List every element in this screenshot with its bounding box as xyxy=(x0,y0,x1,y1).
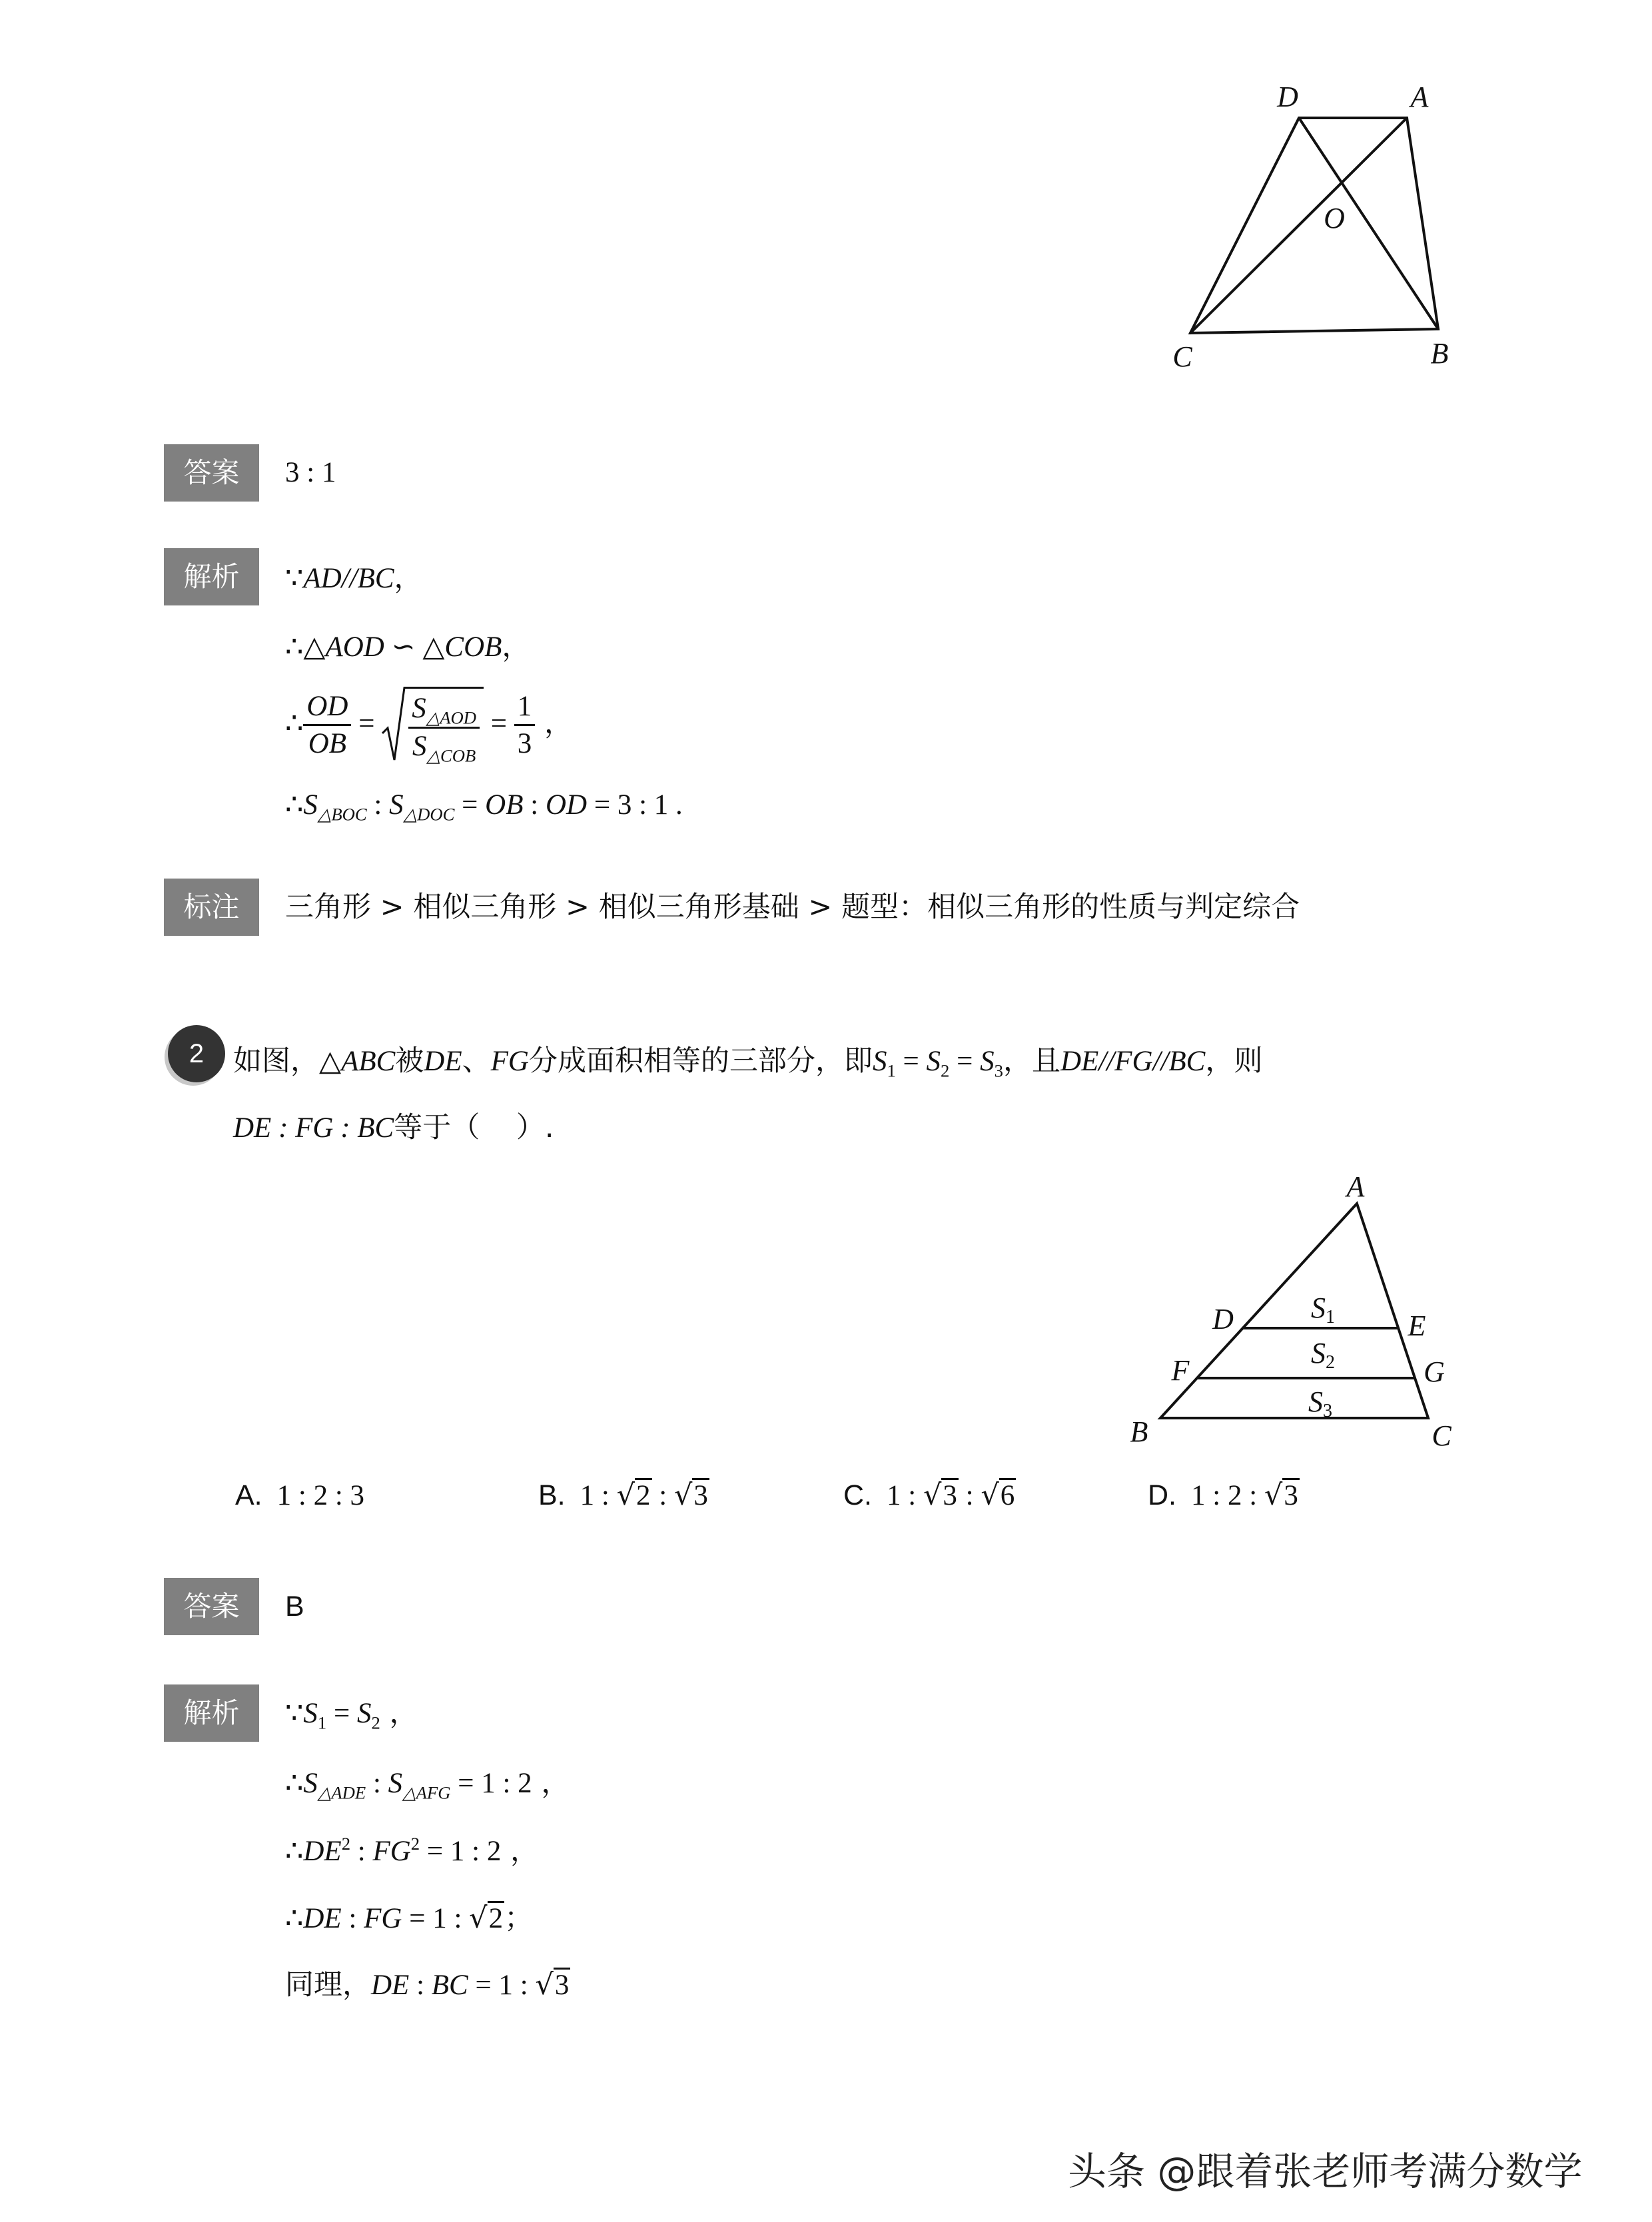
question-number-badge: 2 xyxy=(168,1025,225,1082)
option-value: : xyxy=(651,1480,674,1511)
triangle-abc-outline xyxy=(1160,1204,1428,1418)
point-label-d: D xyxy=(1212,1303,1234,1335)
analysis-line-3 xyxy=(285,680,573,767)
radicand: 3 xyxy=(554,1968,571,2000)
option-value: : xyxy=(958,1480,981,1511)
radical-sign: √ xyxy=(616,1479,635,1512)
analysis-line-4 xyxy=(285,787,683,823)
analysis-line-4 xyxy=(285,1901,533,1936)
area-symbol: S xyxy=(1311,1292,1326,1324)
analysis-line-2 xyxy=(285,1766,570,1801)
trapezoid-figure xyxy=(1159,80,1479,393)
point-label-f: F xyxy=(1171,1354,1190,1387)
result: = 1 : xyxy=(402,1903,470,1934)
area-symbol: S xyxy=(388,1768,403,1799)
ratio-sign: : xyxy=(523,789,546,821)
radical-sign: √ xyxy=(469,1902,488,1935)
subscript: 2 xyxy=(371,1712,380,1733)
punctuation: ， xyxy=(502,630,531,663)
ratio-sign: : xyxy=(341,1903,364,1934)
denominator: OB xyxy=(308,728,347,759)
equals-sign: = xyxy=(484,708,514,739)
point-label-e: E xyxy=(1408,1309,1426,1342)
punctuation: ， xyxy=(380,1696,418,1730)
triangle-symbol: △ xyxy=(319,1046,342,1077)
answer-badge: 答案 xyxy=(164,444,259,502)
area-symbol: S xyxy=(303,1768,318,1799)
area-symbol: S xyxy=(872,1046,887,1077)
similarly-text: 同理， xyxy=(285,1968,371,2002)
analysis-badge: 解析 xyxy=(164,1684,259,1742)
subscript: △AOD xyxy=(426,707,477,728)
fraction-area-ratio xyxy=(408,692,480,763)
ratio-sign: : xyxy=(366,1768,388,1799)
subscript: 3 xyxy=(1323,1401,1332,1421)
subscript: 2 xyxy=(941,1060,950,1081)
math-expression: DE : FG : BC xyxy=(233,1112,394,1144)
radical-sign: √ xyxy=(981,1479,999,1512)
area-symbol: S xyxy=(356,1698,372,1729)
result: = 1 : xyxy=(468,1970,536,2001)
subscript: 2 xyxy=(1326,1352,1335,1373)
subscript: △COB xyxy=(426,745,476,765)
radicand: 6 xyxy=(999,1478,1017,1510)
option-value: 1 : 2 : xyxy=(1191,1480,1264,1511)
superscript: 2 xyxy=(341,1834,351,1854)
radical-sign: √ xyxy=(1264,1479,1283,1512)
vertex-label-c: C xyxy=(1172,340,1192,373)
stem-text: 被 xyxy=(395,1044,424,1078)
stem-text: 分成面积相等的三部分，即 xyxy=(528,1044,873,1078)
stem-text: 等于（ ）. xyxy=(394,1111,554,1144)
square-root xyxy=(535,1968,570,2002)
subscript: 3 xyxy=(994,1060,1003,1081)
fraction-one-third xyxy=(514,690,536,761)
triangle-symbol: △ xyxy=(303,631,326,663)
radical-sign: √ xyxy=(535,1968,554,2002)
answer-value: 3 : 1 xyxy=(285,457,336,488)
subscript: △DOC xyxy=(403,804,455,825)
math-expression: DE xyxy=(303,1836,342,1867)
stem-text: ，则 xyxy=(1205,1044,1263,1078)
equals-sign: = xyxy=(454,789,486,821)
quadrilateral-outline xyxy=(1190,118,1438,333)
denominator: 3 xyxy=(517,728,532,759)
therefore-symbol: ∴ xyxy=(285,1903,304,1934)
denominator xyxy=(408,729,480,763)
point-label-g: G xyxy=(1424,1355,1445,1388)
area-symbol: S xyxy=(412,693,426,725)
math-expression: OB xyxy=(485,789,524,821)
square-root xyxy=(674,1479,709,1512)
therefore-symbol: ∴ xyxy=(285,1768,304,1799)
because-symbol: ∵ xyxy=(285,563,304,594)
triangle-symbol: △ xyxy=(422,631,445,663)
math-expression: DE xyxy=(303,1903,342,1934)
radicand: 2 xyxy=(488,1901,505,1933)
vertex-label-a: A xyxy=(1410,81,1429,113)
watermark: 头条 @跟着张老师考满分数学 xyxy=(1068,2149,1583,2194)
area-symbol: S xyxy=(1311,1337,1326,1369)
vertex-label-d: D xyxy=(1277,81,1298,113)
area-symbol: S xyxy=(389,789,404,821)
stem-text: 、 xyxy=(462,1044,491,1078)
option-value: 1 : xyxy=(887,1480,923,1511)
equals-sign: = xyxy=(895,1046,927,1077)
option-label: C. xyxy=(843,1479,872,1511)
radicand: 2 xyxy=(635,1478,652,1510)
punctuation: ； xyxy=(504,1902,534,1935)
radicand xyxy=(406,687,484,764)
subscript: 1 xyxy=(317,1712,327,1733)
punctuation: ， xyxy=(394,561,423,595)
analysis-badge: 解析 xyxy=(164,548,259,605)
math-expression: FG xyxy=(372,1836,411,1867)
square-root xyxy=(617,1479,652,1512)
math-expression: DE//FG//BC xyxy=(1060,1046,1206,1077)
punctuation: ， xyxy=(532,1766,570,1800)
area-symbol: S xyxy=(1308,1385,1323,1418)
stem-text: 如图， xyxy=(233,1044,319,1078)
question-stem-line-1 xyxy=(233,1044,1262,1079)
therefore-symbol: ∴ xyxy=(285,1836,304,1867)
area-symbol: S xyxy=(926,1046,941,1077)
square-root xyxy=(981,1479,1016,1512)
tag-badge: 标注 xyxy=(164,879,259,936)
analysis-line-5 xyxy=(285,1968,570,2003)
radicand: 3 xyxy=(692,1478,709,1510)
area-symbol: S xyxy=(980,1046,995,1077)
triangle-figure xyxy=(1119,1159,1465,1459)
math-expression: AD//BC xyxy=(303,563,394,594)
math-expression: FG xyxy=(490,1046,529,1077)
region-label-s1 xyxy=(1311,1292,1335,1327)
question-stem-line-2 xyxy=(233,1110,554,1146)
option-label: B. xyxy=(538,1479,566,1511)
ratio-sign: : xyxy=(350,1836,373,1867)
punctuation: ， xyxy=(535,707,573,740)
math-expression: AOD xyxy=(325,631,384,663)
vertex-label-c: C xyxy=(1432,1419,1451,1452)
option-a xyxy=(235,1478,364,1513)
radicand: 3 xyxy=(941,1478,959,1510)
analysis-line-2 xyxy=(285,629,530,665)
diagonal-ac xyxy=(1190,118,1407,333)
ratio-sign: : xyxy=(409,1970,432,2001)
vertex-label-b: B xyxy=(1130,1415,1148,1448)
math-expression: COB xyxy=(444,631,502,663)
subscript: △BOC xyxy=(317,804,367,825)
therefore-symbol: ∴ xyxy=(285,708,304,739)
subscript: 1 xyxy=(887,1060,896,1081)
math-expression: BC xyxy=(431,1970,468,2001)
option-value: 1 : 2 : 3 xyxy=(276,1480,365,1511)
math-expression: DE xyxy=(371,1970,410,2001)
equals-sign: = xyxy=(351,708,382,739)
option-label: D. xyxy=(1148,1479,1176,1511)
option-c xyxy=(843,1478,1016,1513)
radical-sign: √ xyxy=(923,1479,942,1512)
stem-text: ，且 xyxy=(1003,1044,1060,1078)
ratio-sign: : xyxy=(366,789,390,821)
punctuation: . xyxy=(668,789,683,821)
area-symbol: S xyxy=(303,789,318,821)
option-label: A. xyxy=(235,1479,262,1511)
numerator: 1 xyxy=(514,690,536,726)
point-label-o: O xyxy=(1324,202,1345,234)
math-expression: ABC xyxy=(341,1046,396,1077)
answer-badge: 答案 xyxy=(164,1578,259,1635)
square-root xyxy=(923,1479,959,1512)
subscript: 1 xyxy=(1326,1307,1335,1327)
square-root-of-area-ratio xyxy=(382,687,484,764)
equals-sign: = xyxy=(949,1046,981,1077)
analysis-line-1 xyxy=(285,561,423,596)
radicand: 3 xyxy=(1282,1478,1300,1510)
area-symbol: S xyxy=(412,730,427,762)
numerator: OD xyxy=(303,690,351,726)
similar-symbol: ∽ xyxy=(384,631,423,663)
area-symbol: S xyxy=(303,1698,318,1729)
vertex-label-a: A xyxy=(1346,1170,1365,1203)
result: = 1 : 2 xyxy=(450,1768,532,1799)
superscript: 2 xyxy=(410,1834,420,1854)
region-label-s2 xyxy=(1311,1337,1335,1373)
math-expression: OD xyxy=(545,789,588,821)
answer-value: B xyxy=(285,1591,304,1623)
subscript: △ADE xyxy=(317,1782,366,1803)
analysis-line-3 xyxy=(285,1834,539,1869)
equals-sign: = xyxy=(326,1698,357,1729)
result: = 1 : 2 xyxy=(420,1836,502,1867)
square-root xyxy=(469,1902,504,1935)
radical-sign: √ xyxy=(673,1479,693,1512)
fraction-od-ob xyxy=(303,690,351,761)
result: = 3 : 1 xyxy=(587,789,669,821)
vertex-label-b: B xyxy=(1430,337,1449,370)
tag-path: 三角形 > 相似三角形 > 相似三角形基础 > 题型：相似三角形的性质与判定综合 xyxy=(285,891,1300,924)
punctuation: ， xyxy=(501,1834,539,1868)
option-value: 1 : xyxy=(580,1480,617,1511)
option-d xyxy=(1148,1478,1300,1513)
diagonal-bd xyxy=(1299,118,1438,329)
square-root xyxy=(1264,1479,1300,1512)
analysis-line-1 xyxy=(285,1696,418,1731)
math-expression: DE xyxy=(424,1046,462,1077)
region-label-s3 xyxy=(1308,1385,1332,1421)
therefore-symbol: ∴ xyxy=(285,631,304,663)
numerator xyxy=(408,692,480,728)
subscript: △AFG xyxy=(402,1782,451,1803)
big-radical-sign xyxy=(382,687,406,764)
math-expression: FG xyxy=(364,1903,402,1934)
because-symbol: ∵ xyxy=(285,1698,304,1729)
therefore-symbol: ∴ xyxy=(285,789,304,821)
option-b xyxy=(538,1478,709,1513)
